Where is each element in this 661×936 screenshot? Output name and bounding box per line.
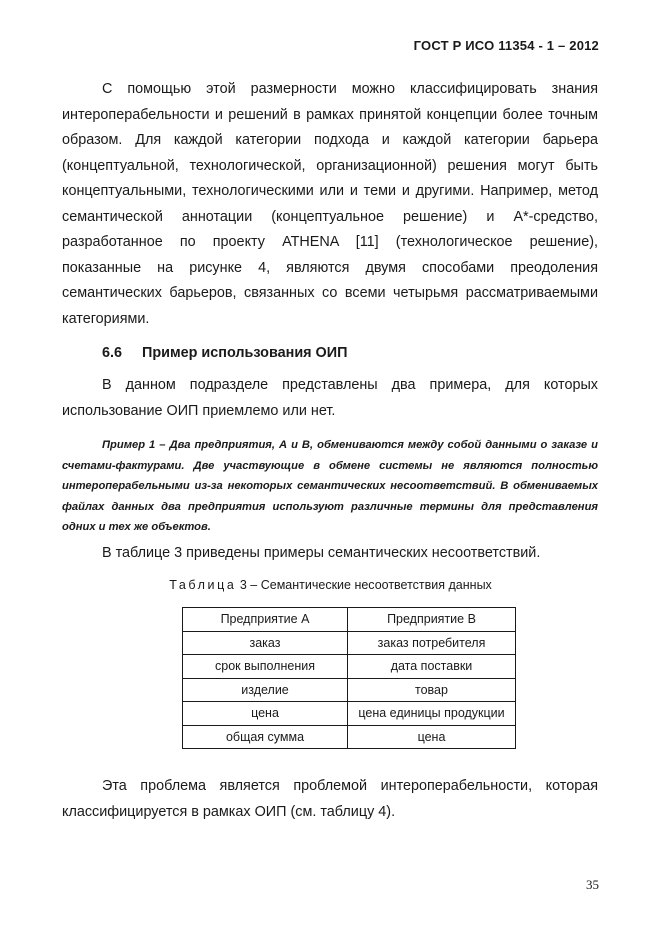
paragraph-text: С помощью этой размерности можно классифицировать знания интероперабельности и решений в рамках принятой концепции более точным образом. Для каждой категории подхода и каждой категории барьера (концептуальной, технологической, организационной) решения могут быть концептуальными, технологическими или и теми и другими. Например, метод семантической аннотации (концептуальное решение) и А*-средство, разработанное по проекту ATHENA [11] (технологическое решение), показанные на рисунке 4, являются двумя способами преодоления семантических барьеров, связанных со всеми четырьмя рассматриваемыми категориями. [62,81,598,327]
paragraph-text: В таблице 3 приведены примеры семантических несоответствий. [102,545,541,561]
paragraph-text: Эта проблема является проблемой интероперабельности, которая классифицируется в рамках ОИП (см. таблицу 4). [62,778,598,820]
page-number: 35 [586,877,599,892]
paragraph-intro [62,373,598,424]
table-row [183,655,516,679]
table-cell: срок выполнения [183,655,348,679]
table-row [183,702,516,726]
example-note: Пример 1 – Два предприятия, А и В, обмениваются между собой данными о заказе и счетами-фактурами. Две участвующие в обмене системы не являются полностью интероперабельными из-за некоторых семантических несоответствий. В обмениваемых файлах данных два предприятия используют различные термины для представления одних и тех же объектов. [62,439,598,534]
semantic-mismatch-table [182,607,516,749]
table-row [183,725,516,749]
section-number: 6.6 [102,345,123,361]
table-cell: цена единицы продукции [348,702,516,726]
table-cell: общая сумма [183,725,348,749]
section-heading [102,345,347,361]
column-header: Предприятие А [183,608,348,632]
table-cell: заказ [183,631,348,655]
table-row [183,678,516,702]
table-cell: цена [348,725,516,749]
paragraph-text: В данном подразделе представлены два примера, для которых использование ОИП приемлемо или нет. [62,377,598,419]
table-caption-text: 3 – Семантические несоответствия данных [236,578,492,592]
column-header: Предприятие В [348,608,516,632]
table-header-row [183,608,516,632]
paragraph-table-ref [62,541,598,567]
document-header: ГОСТ Р ИСО 11354 - 1 – 2012 [413,38,599,53]
table-cell: товар [348,678,516,702]
table-cell: изделие [183,678,348,702]
table-cell: заказ потребителя [348,631,516,655]
table-row [183,631,516,655]
section-title: Пример использования ОИП [142,345,348,361]
paragraph-conclusion [62,774,598,825]
paragraph-dimension [62,77,598,332]
table-caption [0,578,661,592]
table-cell: дата поставки [348,655,516,679]
table-cell: цена [183,702,348,726]
table-caption-label: Таблица [169,578,237,592]
